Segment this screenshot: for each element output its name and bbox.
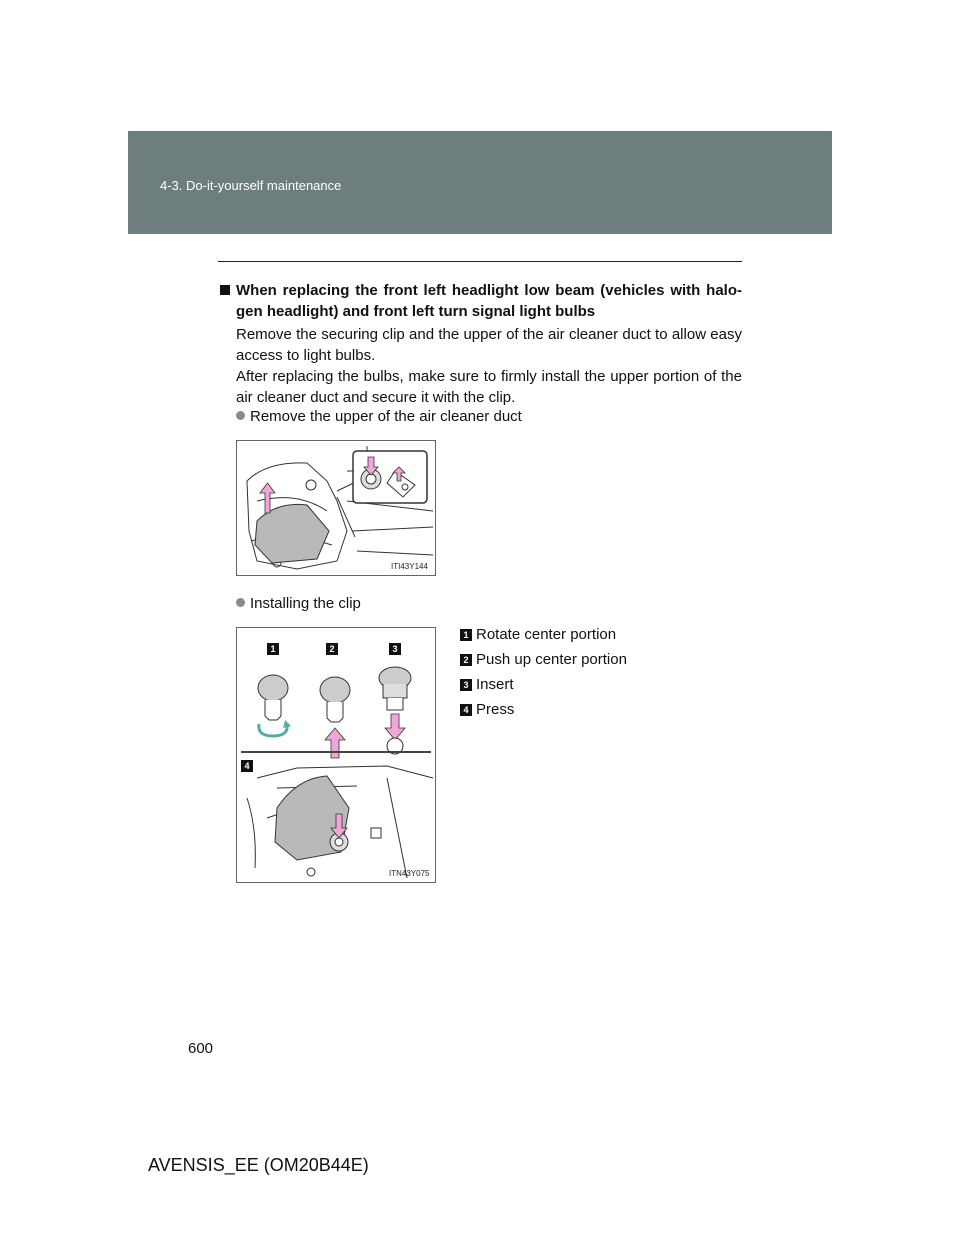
bullet-dot-icon xyxy=(236,411,245,420)
heading-text: When replacing the front left headlight low beam (vehicles with halo-gen headlight) and front left turn signal light bulbs xyxy=(236,282,742,320)
legend-number: 1 xyxy=(460,629,472,641)
figure-id: ITN43Y075 xyxy=(389,869,430,878)
legend-number: 4 xyxy=(460,704,472,716)
bullet-item-remove xyxy=(236,406,522,427)
step-2-number: 2 xyxy=(329,644,335,654)
legend-label: Press xyxy=(476,701,515,718)
instruction-paragraph-1: Remove the securing clip and the upper of the air cleaner duct to allow easy access to light bulbs. xyxy=(236,326,742,364)
step-1-number: 1 xyxy=(270,644,276,654)
section-title: 4-3. Do-it-yourself maintenance xyxy=(160,178,342,193)
figure-install-clip xyxy=(236,627,436,883)
manual-code: AVENSIS_EE (OM20B44E) xyxy=(148,1155,369,1175)
figure-id: ITI43Y144 xyxy=(391,562,428,571)
instruction-paragraph-2: After replacing the bulbs, make sure to firmly install the upper portion of the air cleaner duct and secure it with the clip. xyxy=(236,368,742,406)
step-4-number: 4 xyxy=(244,761,250,771)
legend-number: 2 xyxy=(460,654,472,666)
subsection-heading xyxy=(224,280,742,322)
legend-number: 3 xyxy=(460,679,472,691)
figure-air-cleaner-duct xyxy=(236,440,436,576)
legend-label: Insert xyxy=(476,676,514,693)
clip-install-illustration xyxy=(237,628,435,882)
bullet-text: Remove the upper of the air cleaner duct xyxy=(250,408,522,425)
bullet-text: Installing the clip xyxy=(250,595,361,612)
legend-item-2 xyxy=(460,651,627,669)
bullet-item-install xyxy=(236,593,361,614)
square-bullet-icon xyxy=(220,285,230,295)
legend-item-4 xyxy=(460,701,514,719)
legend-label: Push up center portion xyxy=(476,651,627,668)
legend-item-3 xyxy=(460,676,514,694)
bullet-dot-icon xyxy=(236,598,245,607)
step-3-number: 3 xyxy=(392,644,398,654)
legend-label: Rotate center portion xyxy=(476,626,617,643)
page-number: 600 xyxy=(188,1040,214,1057)
legend-item-1 xyxy=(460,626,616,644)
divider-rule xyxy=(218,261,742,262)
engine-bay-illustration xyxy=(237,441,435,575)
